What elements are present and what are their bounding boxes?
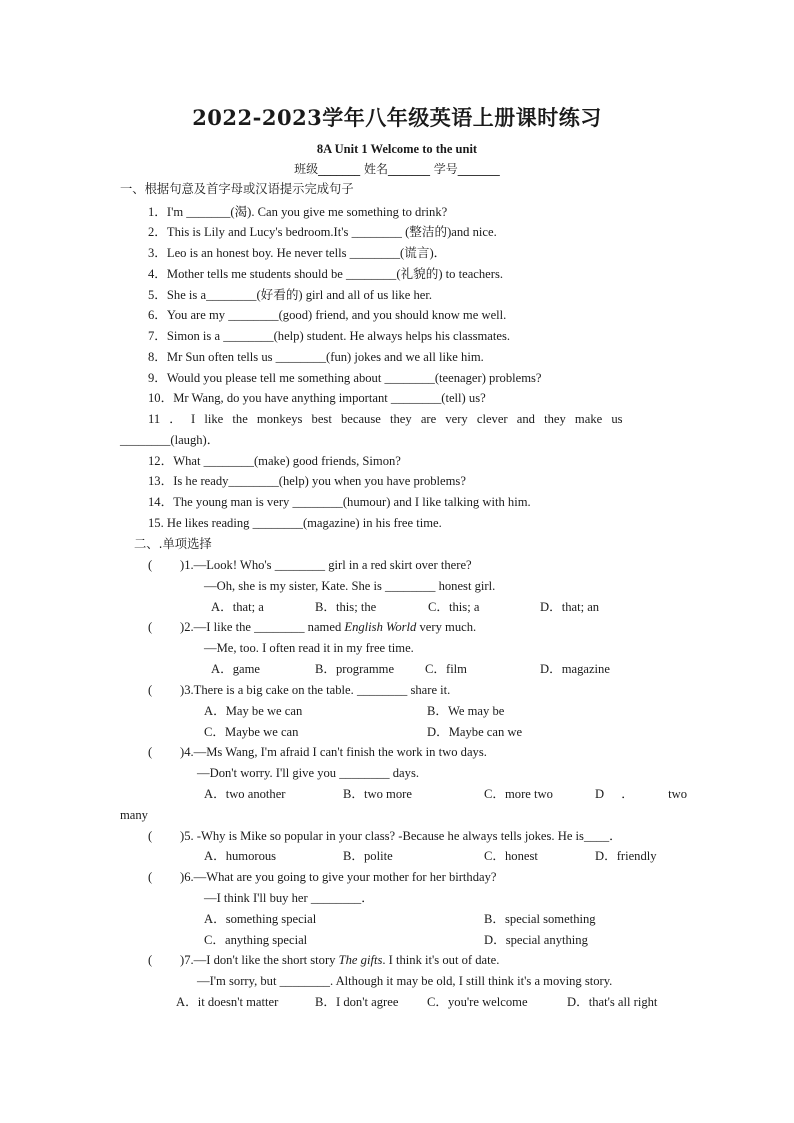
q1-option-c: C．this; a (428, 600, 480, 614)
fill-item-13: 13．Is he ready________(help) you when you have problems? (148, 474, 466, 488)
q6-option-c: C．anything special (204, 933, 308, 947)
q7-line2: —I'm sorry, but ________. Although it may be old, I still think it's a moving story. (197, 974, 613, 988)
q2-option-c: C．film (425, 662, 467, 676)
q3-option-b: B．We may be (427, 704, 505, 718)
q6-option-b: B．special something (484, 912, 596, 926)
student-info-line: 班级_______ 姓名_______ 学号_______ (294, 162, 500, 176)
q4-option-d-text: D ． two (595, 787, 688, 801)
q1-option-b: B．this; the (315, 600, 377, 614)
q3-stem: )3.There is a big cake on the table. ________ share it. (180, 683, 451, 697)
answer-paren: ( (148, 953, 153, 967)
q7-option-a: A．it doesn't matter (176, 995, 279, 1009)
q2-option-b: B．programme (315, 662, 395, 676)
fill-item-8: 8．Mr Sun often tells us ________(fun) jokes and we all like him. (148, 350, 484, 364)
q2-stem (180, 619, 476, 635)
q2-line2: —Me, too. I often read it in my free time. (204, 641, 414, 655)
q7-stem-title: The gifts (338, 953, 383, 967)
q3-option-c: C．Maybe we can (204, 725, 299, 739)
answer-paren: ( (148, 870, 153, 884)
fill-item-3: 3．Leo is an honest boy. He never tells ________(谎言)． (148, 246, 447, 260)
fill-item-12: 12．What ________(make) good friends, Simon? (148, 454, 401, 468)
fill-item-11 (148, 411, 674, 427)
q5-option-d: D．friendly (595, 849, 657, 863)
q1-option-a: A．that; a (211, 600, 264, 614)
q7-stem-b: . I think it's out of date. (382, 953, 500, 967)
fill-item-7: 7．Simon is a ________(help) student. He always helps his classmates. (148, 329, 511, 343)
fill-item-15: 15. He likes reading ________(magazine) in his free time. (148, 516, 442, 530)
answer-paren: ( (148, 683, 153, 697)
q2-option-a: A．game (211, 662, 260, 676)
q5-option-a: A．humorous (204, 849, 277, 863)
q7-option-d: D．that's all right (567, 995, 658, 1009)
q5-stem: )5. -Why is Mike so popular in your class? -Because he always tells jokes. He is____． (180, 829, 622, 843)
q7-option-c: C．you're welcome (427, 995, 528, 1009)
q2-stem-a: )2.—I like the ________ named (180, 620, 345, 634)
q3-option-d: D．Maybe can we (427, 725, 523, 739)
q4-option-a: A．two another (204, 787, 286, 801)
answer-paren: ( (148, 745, 153, 759)
fill-item-5: 5．She is a________(好看的) girl and all of us like her. (148, 288, 433, 302)
fill-item-10: 10．Mr Wang, do you have anything important ________(tell) us? (148, 391, 486, 405)
fill-item-9: 9．Would you please tell me something about ________(teenager) problems? (148, 371, 542, 385)
section-1-heading: 一、根据句意及首字母或汉语提示完成句子 (120, 182, 354, 196)
section-2-heading: 二、.单项选择 (134, 537, 212, 551)
q3-option-a: A．May be we can (204, 704, 303, 718)
q4-line2: —Don't worry. I'll give you ________ days. (197, 766, 419, 780)
q4-option-b: B．two more (343, 787, 412, 801)
q6-option-a: A．something special (204, 912, 317, 926)
fill-item-2: 2．This is Lily and Lucy's bedroom.It's ________ (整洁的)and nice. (148, 225, 497, 239)
answer-paren: ( (148, 620, 153, 634)
q1-option-d: D．that; an (540, 600, 600, 614)
fill-item-1: 1．I'm _______(渴). Can you give me something to drink? (148, 205, 448, 219)
q7-stem (180, 952, 499, 968)
q6-line2: —I think I'll buy her ________． (204, 891, 374, 905)
q6-option-d: D．special anything (484, 933, 588, 947)
q4-stem: )4.—Ms Wang, I'm afraid I can't finish the work in two days. (180, 745, 487, 759)
answer-paren: ( (148, 558, 153, 572)
q7-option-b: B．I don't agree (315, 995, 399, 1009)
q4-option-d (595, 786, 688, 802)
q4-option-d-wrap: many (120, 808, 148, 822)
q5-option-c: C．honest (484, 849, 538, 863)
q4-option-c: C．more two (484, 787, 553, 801)
q6-stem: )6.—What are you going to give your mother for her birthday? (180, 870, 497, 884)
q2-stem-b: very much. (416, 620, 477, 634)
q2-option-d: D．magazine (540, 662, 610, 676)
answer-paren: ( (148, 829, 153, 843)
q1-line2: —Oh, she is my sister, Kate. She is ________ honest girl. (204, 579, 496, 593)
fill-item-4: 4．Mother tells me students should be ________(礼貌的) to teachers. (148, 267, 504, 281)
q1-stem: )1.—Look! Who's ________ girl in a red skirt over there? (180, 558, 472, 572)
unit-subtitle: 8A Unit 1 Welcome to the unit (316, 142, 478, 156)
fill-item-6: 6．You are my ________(good) friend, and you should know me well. (148, 308, 507, 322)
q2-stem-title: English World (344, 620, 417, 634)
fill-item-14: 14．The young man is very ________(humour) and I like talking with him. (148, 495, 531, 509)
q5-option-b: B．polite (343, 849, 393, 863)
fill-item-11-cont: ________(laugh)． (120, 433, 220, 447)
fill-item-11-text: 11 ． I like the monkeys best because they are very clever and they make us (148, 412, 623, 426)
q7-stem-a: )7.—I don't like the short story (180, 953, 339, 967)
page-title: 2022-2023学年八年级英语上册课时练习 (192, 105, 602, 130)
